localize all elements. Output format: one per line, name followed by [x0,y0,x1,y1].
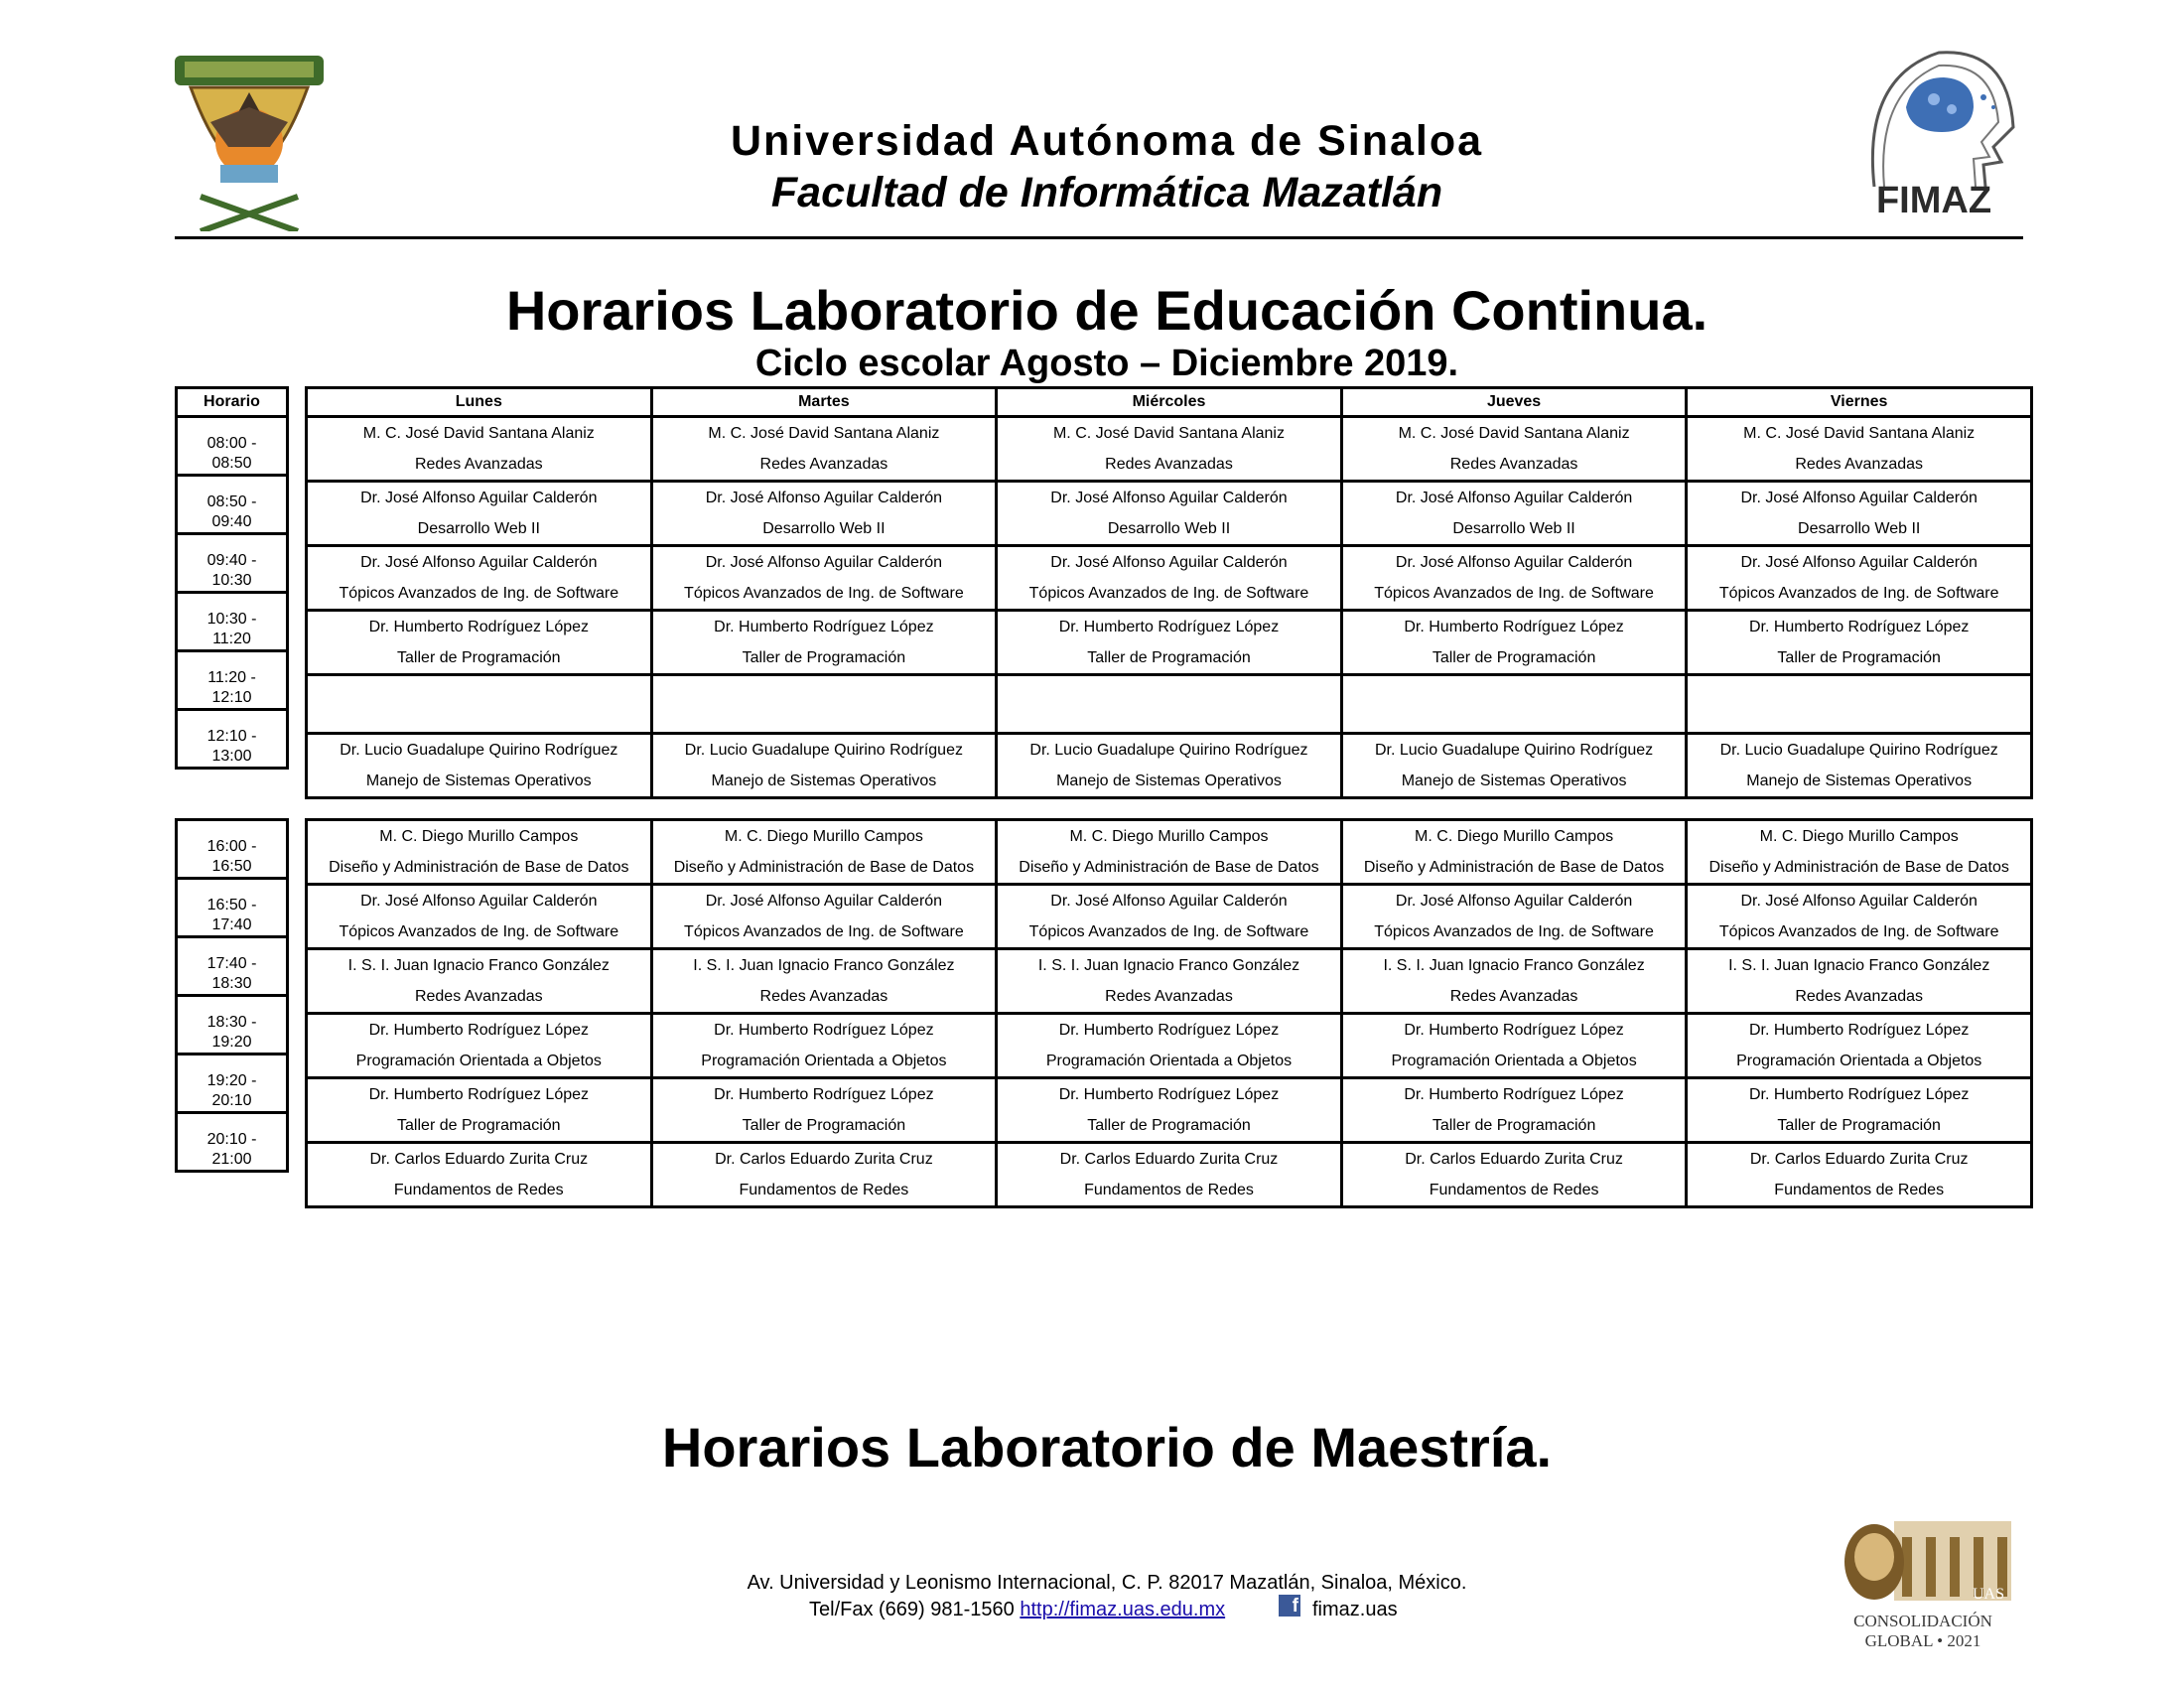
schedule-cell [307,885,652,949]
university-name: Universidad Autónoma de Sinaloa [730,117,1484,165]
professor-name: M. C. Diego Murillo Campos [1069,828,1269,845]
professor-name: Dr. Humberto Rodríguez López [1058,1086,1280,1103]
subject-name: Diseño y Administración de Base de Datos [329,859,629,876]
time-start: 16:00 - [206,838,257,855]
schedule-cell [1341,482,1687,546]
professor-name: I. S. I. Juan Ignacio Franco González [347,957,610,974]
footer-facebook-handle: fimaz.uas [1312,1599,1398,1620]
subject-name: Taller de Programación [1087,649,1251,666]
time-start: 11:20 - [207,669,256,686]
schedule-cell [307,611,652,675]
schedule-cell [997,611,1342,675]
subject-name: Redes Avanzadas [414,456,543,473]
subject-name: Taller de Programación [1432,649,1596,666]
subject-name: Manejo de Sistemas Operativos [1401,773,1627,789]
schedule-row [307,820,2032,885]
subject-name: Redes Avanzadas [1105,988,1233,1005]
subject-name: Desarrollo Web II [762,520,886,537]
professor-name: Dr. José Alfonso Aguilar Calderón [1395,893,1633,910]
subject-name: Fundamentos de Redes [739,1182,909,1198]
professor-name: Dr. Carlos Eduardo Zurita Cruz [1059,1151,1279,1168]
time-slot [177,1055,288,1113]
professor-name: Dr. José Alfonso Aguilar Calderón [705,893,943,910]
subject-name: Manejo de Sistemas Operativos [1056,773,1282,789]
subject-name: Programación Orientada a Objetos [701,1053,947,1069]
professor-name: I. S. I. Juan Ignacio Franco González [1383,957,1645,974]
schedule-cell [651,611,997,675]
subject-name: Redes Avanzadas [1795,456,1924,473]
schedule-row [307,611,2032,675]
professor-name: Dr. Humberto Rodríguez López [1058,1022,1280,1039]
schedule-cell [307,820,652,885]
subject-name: Redes Avanzadas [1449,456,1578,473]
schedule-cell [651,1014,997,1078]
time-column-morning [175,386,289,770]
schedule-cell [997,885,1342,949]
schedule-row [307,949,2032,1014]
time-start: 19:20 - [206,1072,257,1089]
schedule-row [307,546,2032,611]
schedule-cell [307,949,652,1014]
schedule-cell [1687,1014,2032,1078]
subject-name: Fundamentos de Redes [1084,1182,1254,1198]
subject-name: Taller de Programación [742,649,906,666]
schedule-cell [307,1078,652,1143]
subject-name: Tópicos Avanzados de Ing. de Software [1374,923,1654,940]
schedule-cell [997,1014,1342,1078]
time-start: 18:30 - [206,1014,257,1031]
schedule-cell [307,675,652,734]
time-end: 18:30 [211,975,252,992]
subject-name: Tópicos Avanzados de Ing. de Software [684,585,964,602]
schedule-cell [651,949,997,1014]
schedule-cell [651,482,997,546]
subject-name: Manejo de Sistemas Operativos [365,773,592,789]
time-slot [177,820,288,879]
schedule-cell [1687,611,2032,675]
schedule-cell [997,675,1342,734]
time-end: 21:00 [211,1151,252,1168]
professor-name: Dr. José Alfonso Aguilar Calderón [1740,554,1978,571]
footer-url-link[interactable]: http://fimaz.uas.edu.mx [1020,1599,1226,1620]
subject-name: Fundamentos de Redes [1774,1182,1945,1198]
time-start: 17:40 - [206,955,257,972]
time-slot [177,996,288,1055]
day-header: Miércoles [997,388,1342,417]
schedule-row [307,734,2032,798]
professor-name: Dr. José Alfonso Aguilar Calderón [360,554,598,571]
professor-name: Dr. José Alfonso Aguilar Calderón [360,490,598,506]
time-slot [177,593,288,651]
footer-address: Av. Universidad y Leonismo Internacional, C. P. 82017 Mazatlán, Sinaloa, México. [747,1572,1467,1594]
professor-name: Dr. José Alfonso Aguilar Calderón [1395,554,1633,571]
time-end: 16:50 [211,858,252,875]
subject-name: Taller de Programación [1777,649,1941,666]
schedule-cell [651,820,997,885]
subject-name: Tópicos Avanzados de Ing. de Software [1718,923,1999,940]
time-start: 09:40 - [206,552,257,569]
professor-name: Dr. Carlos Eduardo Zurita Cruz [1405,1151,1623,1168]
time-end: 09:40 [211,513,252,530]
professor-name: M. C. Diego Murillo Campos [724,828,923,845]
subject-name: Manejo de Sistemas Operativos [1746,773,1973,789]
consolidacion-global-badge [1835,1517,2011,1658]
time-header: Horario [177,388,288,417]
schedule-cell [651,1143,997,1207]
professor-name: Dr. José Alfonso Aguilar Calderón [1050,554,1288,571]
professor-name: Dr. Humberto Rodríguez López [1404,1086,1624,1103]
professor-name: Dr. José Alfonso Aguilar Calderón [1740,893,1978,910]
schedule-cell [1687,820,2032,885]
professor-name: Dr. Lucio Guadalupe Quirino Rodríguez [340,742,618,759]
professor-name: M. C. José David Santana Alaniz [1398,425,1630,442]
professor-name: M. C. Diego Murillo Campos [1759,828,1959,845]
day-header: Viernes [1687,388,2032,417]
professor-name: Dr. Lucio Guadalupe Quirino Rodríguez [1029,742,1308,759]
footer-telfax: Tel/Fax (669) 981-1560 [809,1599,1015,1620]
time-end: 11:20 [212,631,251,647]
professor-name: Dr. Lucio Guadalupe Quirino Rodríguez [1719,742,1998,759]
professor-name: Dr. Humberto Rodríguez López [1058,619,1280,635]
subject-name: Redes Avanzadas [1449,988,1578,1005]
maestria-title: Horarios Laboratorio de Maestría. [661,1416,1553,1478]
schedule-cell [1341,675,1687,734]
schedule-cell [997,734,1342,798]
subject-name: Diseño y Administración de Base de Datos [1019,859,1319,876]
schedule-cell [1687,734,2032,798]
professor-name: Dr. Carlos Eduardo Zurita Cruz [1749,1151,1969,1168]
schedule-cell [307,734,652,798]
schedule-cell [651,1078,997,1143]
time-end: 10:30 [211,572,252,589]
time-slot [177,1113,288,1172]
time-end: 08:50 [211,455,252,472]
professor-name: Dr. Humberto Rodríguez López [368,1022,590,1039]
professor-name: Dr. Humberto Rodríguez López [714,619,934,635]
time-column-evening [175,818,289,1173]
professor-name: Dr. Humberto Rodríguez López [1404,1022,1624,1039]
page-subtitle: Ciclo escolar Agosto – Diciembre 2019. [754,343,1459,384]
subject-name: Tópicos Avanzados de Ing. de Software [1028,923,1309,940]
subject-name: Tópicos Avanzados de Ing. de Software [684,923,964,940]
schedule-cell [307,482,652,546]
professor-name: M. C. José David Santana Alaniz [1052,425,1285,442]
subject-name: Desarrollo Web II [1798,520,1921,537]
professor-name: M. C. Diego Murillo Campos [1415,828,1614,845]
professor-name: Dr. José Alfonso Aguilar Calderón [1740,490,1978,506]
time-end: 20:10 [211,1092,252,1109]
schedule-cell [1341,949,1687,1014]
schedule-cell [1341,820,1687,885]
schedule-cell [651,675,997,734]
subject-name: Redes Avanzadas [1105,456,1233,473]
subject-name: Desarrollo Web II [1107,520,1231,537]
schedule-row [307,417,2032,482]
time-start: 16:50 - [206,897,257,914]
schedule-evening [305,818,2033,1208]
professor-name: Dr. Humberto Rodríguez López [368,619,590,635]
subject-name: Diseño y Administración de Base de Datos [673,859,975,876]
subject-name: Programación Orientada a Objetos [1736,1053,1982,1069]
professor-name: Dr. Humberto Rodríguez López [1748,619,1970,635]
subject-name: Redes Avanzadas [1795,988,1924,1005]
professor-name: M. C. José David Santana Alaniz [362,425,595,442]
time-start: 08:50 - [206,493,257,510]
schedule-row [307,675,2032,734]
schedule-cell [1687,1143,2032,1207]
schedule-cell [307,1014,652,1078]
subject-name: Tópicos Avanzados de Ing. de Software [339,585,619,602]
professor-name: Dr. José Alfonso Aguilar Calderón [1050,893,1288,910]
subject-name: Taller de Programación [397,649,561,666]
schedule-cell [997,1143,1342,1207]
professor-name: Dr. José Alfonso Aguilar Calderón [705,554,943,571]
schedule-row [307,1143,2032,1207]
subject-name: Desarrollo Web II [1452,520,1575,537]
professor-name: Dr. Humberto Rodríguez López [1404,619,1624,635]
subject-name: Redes Avanzadas [414,988,543,1005]
schedule-cell [1687,1078,2032,1143]
professor-name: M. C. José David Santana Alaniz [1743,425,1976,442]
page-title: Horarios Laboratorio de Educación Continua. [505,279,1708,342]
subject-name: Fundamentos de Redes [1429,1182,1599,1198]
schedule-cell [997,546,1342,611]
subject-name: Programación Orientada a Objetos [1391,1053,1637,1069]
professor-name: Dr. Lucio Guadalupe Quirino Rodríguez [1374,742,1654,759]
time-slot [177,534,288,593]
time-slot [177,710,288,769]
schedule-cell [997,482,1342,546]
schedule-cell [1341,1078,1687,1143]
subject-name: Taller de Programación [397,1117,561,1134]
professor-name: Dr. José Alfonso Aguilar Calderón [705,490,943,506]
day-header: Jueves [1341,388,1687,417]
schedule-cell [1341,611,1687,675]
subject-name: Programación Orientada a Objetos [1045,1053,1293,1069]
schedule-cell [307,546,652,611]
badge-line1: CONSOLIDACIÓN [1853,1612,1992,1630]
time-start: 20:10 - [206,1131,257,1148]
schedule-cell [1341,1143,1687,1207]
subject-name: Fundamentos de Redes [393,1182,564,1198]
time-end: 13:00 [211,748,252,765]
schedule-cell [1341,734,1687,798]
professor-name: Dr. Humberto Rodríguez López [1748,1086,1970,1103]
time-slot [177,937,288,996]
schedule-cell [307,1143,652,1207]
subject-name: Desarrollo Web II [417,520,540,537]
schedule-cell [997,949,1342,1014]
schedule-morning [305,386,2033,799]
time-slot [177,476,288,534]
time-start: 10:30 - [206,611,257,628]
schedule-cell [1341,1014,1687,1078]
time-start: 08:00 - [206,435,257,452]
subject-name: Taller de Programación [1087,1117,1251,1134]
schedule-cell [1687,482,2032,546]
schedule-cell [1341,417,1687,482]
day-header: Lunes [307,388,652,417]
schedule-cell [1341,885,1687,949]
time-slot [177,879,288,937]
schedule-cell [1687,949,2032,1014]
subject-name: Tópicos Avanzados de Ing. de Software [1718,585,1999,602]
professor-name: Dr. Humberto Rodríguez López [714,1086,934,1103]
schedule-cell [651,734,997,798]
professor-name: M. C. Diego Murillo Campos [379,828,579,845]
time-end: 19:20 [211,1034,252,1051]
footer-contact [809,1599,1225,1621]
professor-name: Dr. José Alfonso Aguilar Calderón [1395,490,1633,506]
schedule-cell [997,1078,1342,1143]
schedule-cell [997,417,1342,482]
header-divider [175,236,2023,239]
schedule-row [307,482,2032,546]
professor-name: Dr. Carlos Eduardo Zurita Cruz [715,1151,933,1168]
fimaz-logo-text: FIMAZ [1875,180,1992,216]
faculty-name: Facultad de Informática Mazatlán [770,169,1443,216]
professor-name: M. C. José David Santana Alaniz [708,425,940,442]
professor-name: Dr. Humberto Rodríguez López [714,1022,934,1039]
schedule-cell [651,417,997,482]
subject-name: Tópicos Avanzados de Ing. de Software [1028,585,1309,602]
subject-name: Redes Avanzadas [759,456,888,473]
professor-name: Dr. Humberto Rodríguez López [1748,1022,1970,1039]
professor-name: I. S. I. Juan Ignacio Franco González [1728,957,1990,974]
professor-name: Dr. José Alfonso Aguilar Calderón [1050,490,1288,506]
subject-name: Redes Avanzadas [759,988,888,1005]
time-end: 17:40 [211,916,252,933]
professor-name: Dr. Humberto Rodríguez López [368,1086,590,1103]
schedule-cell [307,417,652,482]
subject-name: Programación Orientada a Objetos [355,1053,602,1069]
time-start: 12:10 - [206,728,257,745]
professor-name: Dr. José Alfonso Aguilar Calderón [360,893,598,910]
day-header: Martes [651,388,997,417]
schedule-row [307,1014,2032,1078]
schedule-cell [1687,885,2032,949]
subject-name: Tópicos Avanzados de Ing. de Software [1374,585,1654,602]
subject-name: Diseño y Administración de Base de Datos [1708,859,2009,876]
schedule-cell [1341,546,1687,611]
facebook-icon[interactable]: f [1279,1595,1300,1617]
professor-name: Dr. Carlos Eduardo Zurita Cruz [369,1151,589,1168]
subject-name: Taller de Programación [742,1117,906,1134]
badge-uas-text: UAS [1972,1586,2005,1603]
subject-name: Diseño y Administración de Base de Datos [1363,859,1665,876]
professor-name: I. S. I. Juan Ignacio Franco González [1037,957,1300,974]
badge-line2: GLOBAL • 2021 [1864,1631,1981,1650]
schedule-row [307,1078,2032,1143]
schedule-cell [997,820,1342,885]
schedule-cell [651,546,997,611]
schedule-row [307,885,2032,949]
schedule-cell [1687,417,2032,482]
time-end: 12:10 [211,689,252,706]
subject-name: Tópicos Avanzados de Ing. de Software [339,923,619,940]
professor-name: Dr. Lucio Guadalupe Quirino Rodríguez [684,742,963,759]
time-slot [177,651,288,710]
schedule-cell [1687,546,2032,611]
subject-name: Manejo de Sistemas Operativos [711,773,937,789]
subject-name: Taller de Programación [1432,1117,1596,1134]
time-slot [177,417,288,476]
professor-name: I. S. I. Juan Ignacio Franco González [693,957,955,974]
subject-name: Taller de Programación [1777,1117,1941,1134]
schedule-cell [1687,675,2032,734]
schedule-cell [651,885,997,949]
